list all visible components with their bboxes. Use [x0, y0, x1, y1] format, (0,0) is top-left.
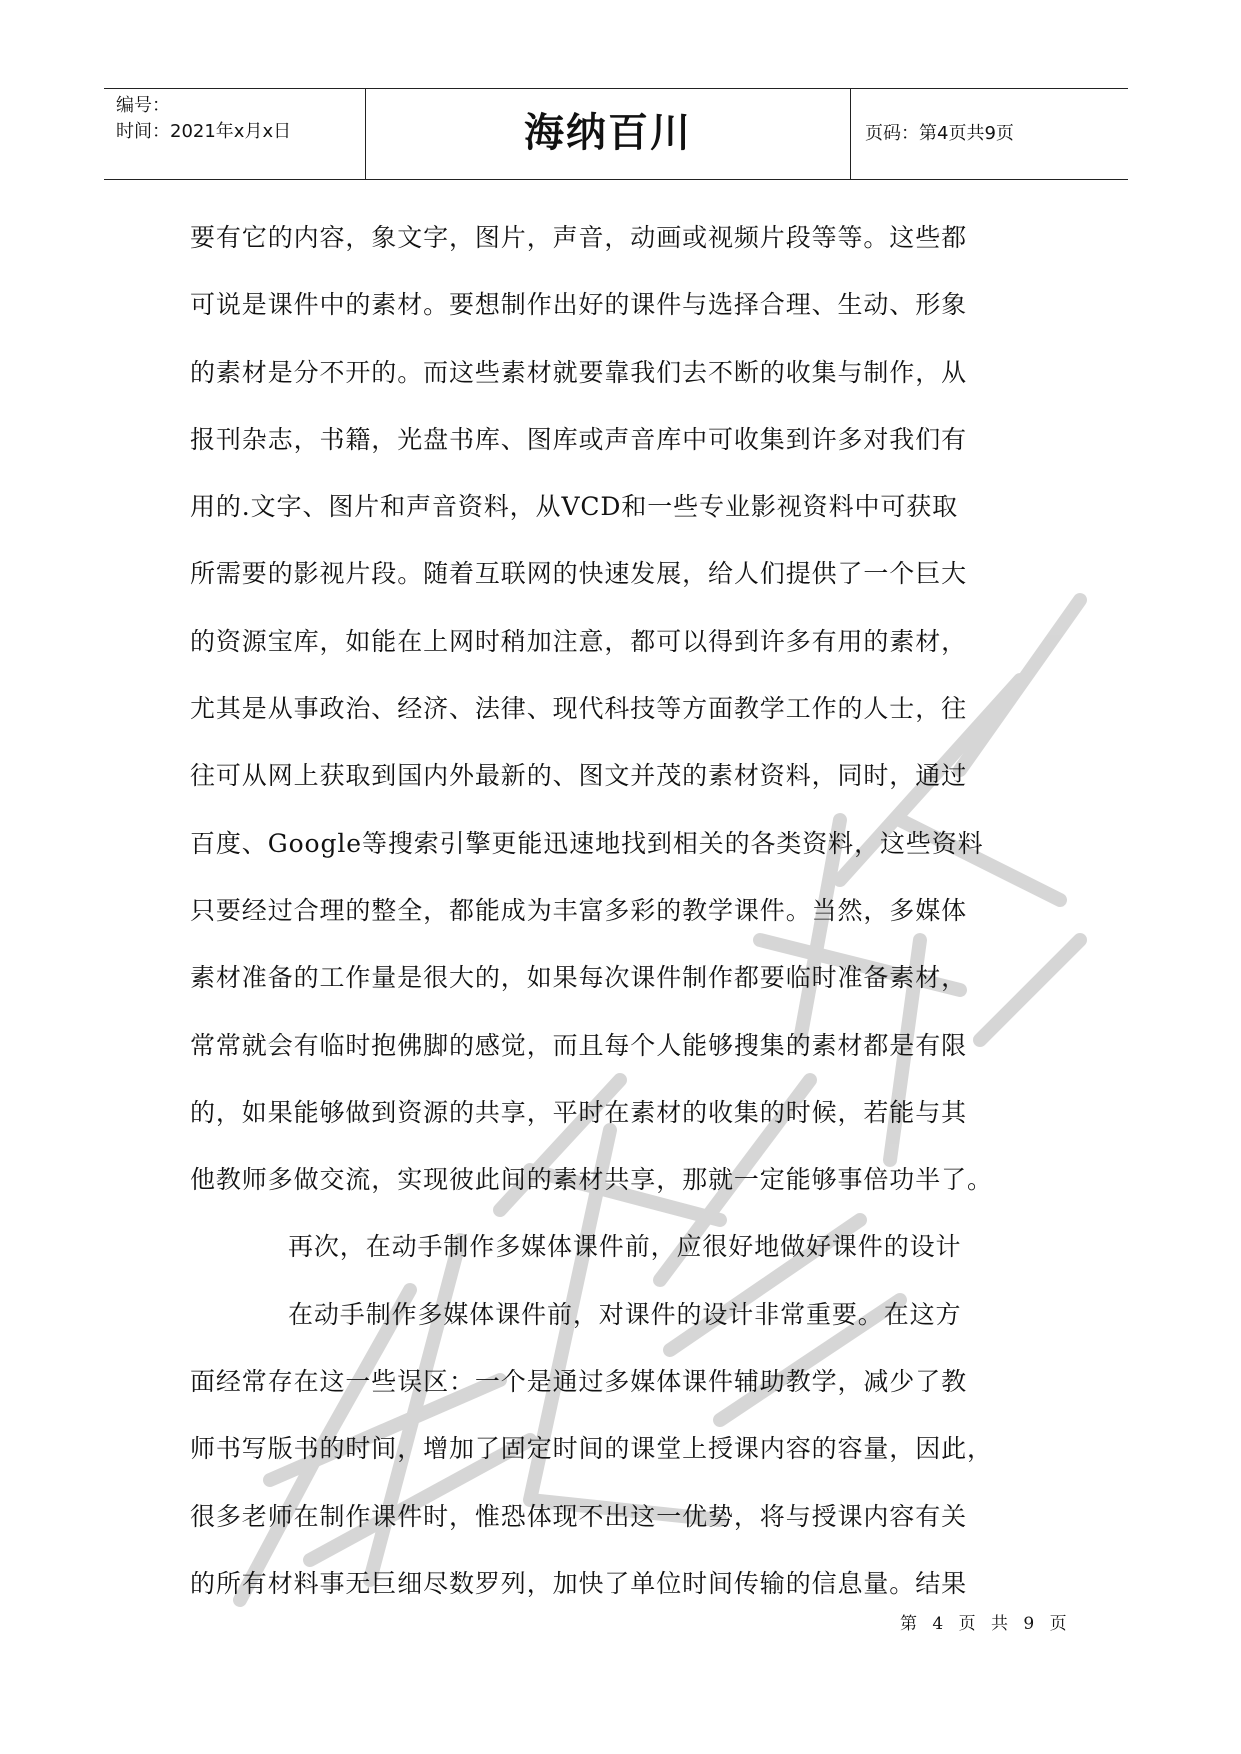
page-code-label: 页码：第4页共9页: [865, 123, 1014, 144]
body-line: 很多老师在制作课件时，惟恐体现不出这一优势，将与授课内容有关: [190, 1501, 968, 1531]
body-line: 的资源宝库，如能在上网时稍加注意，都可以得到许多有用的素材，: [190, 626, 968, 656]
body-line: 百度、Google等搜索引擎更能迅速地找到相关的各类资料，这些资料: [190, 828, 984, 858]
document-title: 海纳百川: [524, 110, 692, 156]
document-number-label: 编号：: [116, 95, 170, 116]
body-line: 的素材是分不开的。而这些素材就要靠我们去不断的收集与制作，从: [190, 357, 968, 387]
page-footer: 第 4 页 共 9 页: [900, 1614, 1072, 1634]
body-line: 往可从网上获取到国内外最新的、图文并茂的素材资料，同时，通过: [190, 761, 968, 791]
document-header: [104, 88, 1128, 180]
body-line: 常常就会有临时抱佛脚的感觉，而且每个人能够搜集的素材都是有限: [190, 1030, 968, 1060]
body-line: 面经常存在这一些误区：一个是通过多媒体课件辅助教学，减少了教: [190, 1367, 968, 1397]
body-line: 只要经过合理的整全，都能成为丰富多彩的教学课件。当然，多媒体: [190, 895, 968, 925]
document-time-label: 时间：2021年x月x日: [116, 121, 292, 142]
body-line: 用的.文字、图片和声音资料，从VCD和一些专业影视资料中可获取: [190, 492, 959, 522]
body-text: [190, 218, 1070, 1631]
body-line: 师书写版书的时间，增加了固定时间的课堂上授课内容的容量，因此，: [190, 1434, 993, 1464]
body-line: 的，如果能够做到资源的共享，平时在素材的收集的时候，若能与其: [190, 1097, 968, 1127]
body-line: 素材准备的工作量是很大的，如果每次课件制作都要临时准备素材，: [190, 963, 968, 993]
header-meta-cell: [104, 89, 366, 179]
body-line: 要有它的内容，象文字，图片，声音，动画或视频片段等等。这些都: [190, 223, 968, 252]
body-line: 报刊杂志，书籍，光盘书库、图库或声音库中可收集到许多对我们有: [190, 424, 968, 454]
body-line: 的所有材料事无巨细尽数罗列，加快了单位时间传输的信息量。结果: [190, 1568, 968, 1598]
body-line: 他教师多做交流，实现彼此间的素材共享，那就一定能够事倍功半了。: [190, 1165, 993, 1195]
body-line: 尤其是从事政治、经济、法律、现代科技等方面教学工作的人士，往: [190, 694, 968, 724]
body-line: 所需要的影视片段。随着互联网的快速发展，给人们提供了一个巨大: [190, 559, 968, 589]
paragraph-first-line: 在动手制作多媒体课件前，对课件的设计非常重要。在这方: [288, 1299, 962, 1329]
section-heading-line: 再次，在动手制作多媒体课件前，应很好地做好课件的设计: [288, 1232, 962, 1262]
body-line: 可说是课件中的素材。要想制作出好的课件与选择合理、生动、形象: [190, 290, 968, 320]
header-page-cell: [851, 89, 1128, 179]
header-title-cell: [366, 89, 851, 179]
